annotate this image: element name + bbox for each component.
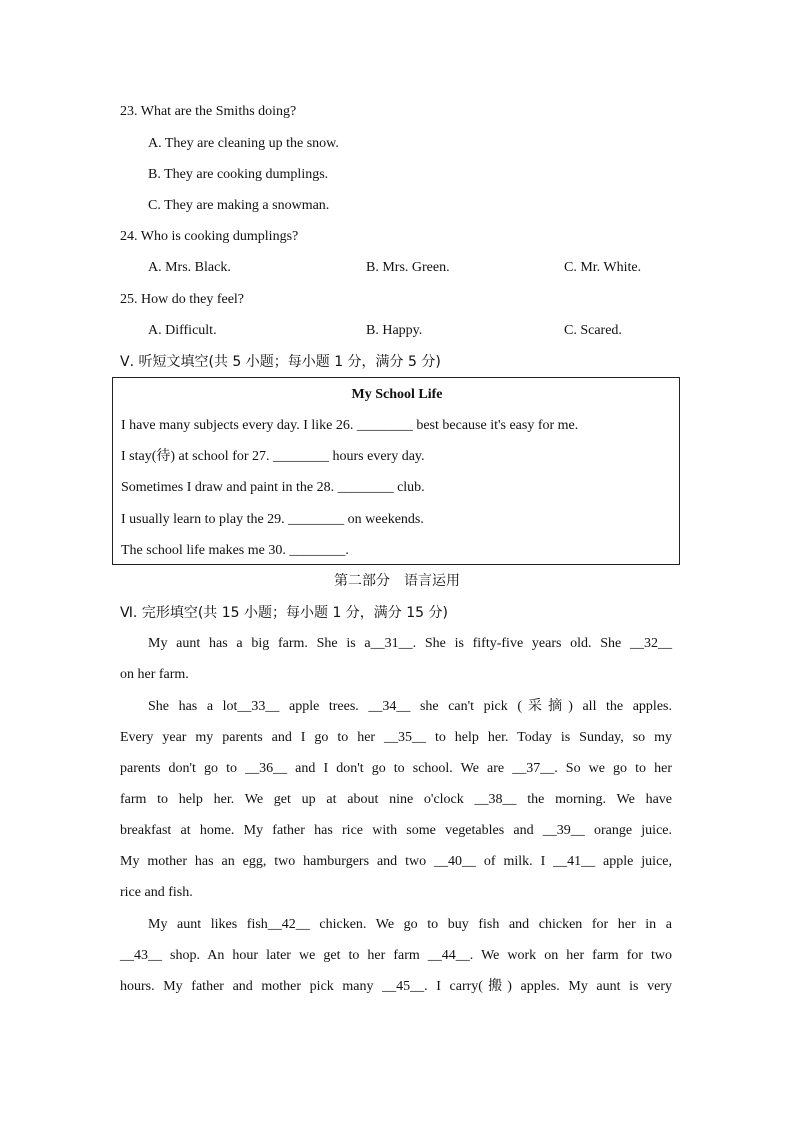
cloze-line: Every year my parents and I go to her __35__ to help her. Today is Sunday, so my — [120, 730, 672, 745]
cloze-line: She has a lot__33__ apple trees. __34__ she can't pick (采摘) all the apples. — [148, 699, 672, 714]
box-line-30: The school life makes me 30. ________. — [121, 543, 349, 558]
cloze-line: rice and fish. — [120, 885, 193, 900]
cloze-line: My mother has an egg, two hamburgers and two __40__ of milk. I __41__ apple juice, — [120, 854, 672, 869]
question-23-option-b: B. They are cooking dumplings. — [148, 167, 329, 182]
question-23-option-a: A. They are cleaning up the snow. — [148, 136, 339, 151]
question-23-stem: 23. What are the Smiths doing? — [120, 104, 297, 119]
question-23-option-c: C. They are making a snowman. — [148, 198, 330, 213]
cloze-line: breakfast at home. My father has rice with some vegetables and __39__ orange juice. — [120, 823, 672, 838]
cloze-paragraph-1 — [120, 628, 672, 690]
question-24-stem: 24. Who is cooking dumplings? — [120, 229, 299, 244]
section-5-title: Ⅴ. 听短文填空(共 5 小题；每小题 1 分，满分 5 分) — [120, 354, 441, 370]
question-25-stem: 25. How do they feel? — [120, 292, 245, 307]
question-25-option-c: C. Scared. — [564, 323, 622, 338]
part-2-title: 第二部分 语言运用 — [334, 573, 460, 589]
cloze-paragraph-3 — [120, 909, 672, 1002]
question-25-option-b: B. Happy. — [366, 323, 423, 338]
cloze-line: hours. My father and mother pick many __45__. I carry(搬) apples. My aunt is very — [120, 979, 672, 994]
question-25-option-a: A. Difficult. — [148, 323, 217, 338]
box-line-28: Sometimes I draw and paint in the 28. ________ club. — [121, 480, 425, 495]
cloze-line: __43__ shop. An hour later we get to her farm __44__. We work on her farm for two — [120, 948, 672, 963]
cloze-line: on her farm. — [120, 667, 189, 682]
question-24-option-a: A. Mrs. Black. — [148, 260, 231, 275]
box-line-29: I usually learn to play the 29. ________ on weekends. — [121, 512, 424, 527]
question-24-option-b: B. Mrs. Green. — [366, 260, 450, 275]
box-title: My School Life — [351, 387, 443, 402]
school-life-box — [112, 377, 680, 565]
cloze-paragraph-2 — [120, 691, 672, 908]
cloze-line: My aunt likes fish__42__ chicken. We go to buy fish and chicken for her in a — [148, 917, 672, 932]
cloze-line: farm to help her. We get up at about nine o'clock __38__ the morning. We have — [120, 792, 672, 807]
box-line-26: I have many subjects every day. I like 26. ________ best because it's easy for me. — [121, 418, 579, 433]
question-24-option-c: C. Mr. White. — [564, 260, 642, 275]
cloze-line: parents don't go to __36__ and I don't go to school. We are __37__. So we go to her — [120, 761, 672, 776]
section-6-title: Ⅵ. 完形填空(共 15 小题；每小题 1 分，满分 15 分) — [120, 605, 448, 621]
cloze-line: My aunt has a big farm. She is a__31__. She is fifty-five years old. She __32__ — [148, 636, 672, 651]
box-line-27: I stay(待) at school for 27. ________ hours every day. — [121, 449, 425, 464]
